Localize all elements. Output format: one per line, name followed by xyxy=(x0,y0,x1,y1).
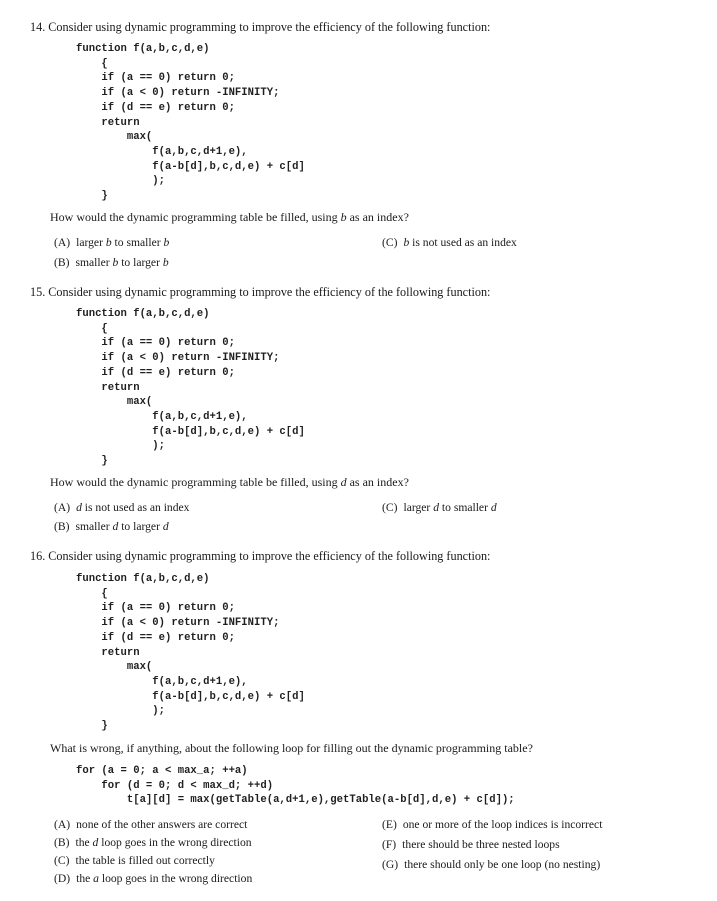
code-block: function f(a,b,c,d,e) { if (a == 0) return 0; if (a < 0) return -INFINITY; if (d == e) return 0; return max( f(a,b,c,d+1,e), f(a-b[d],b,c,d,e) + c[d] ); } xyxy=(76,43,305,203)
option-f[interactable]: (F) there should be three nested loops xyxy=(382,838,560,851)
option-g[interactable]: (G) there should only be one loop (no nesting) xyxy=(382,858,601,871)
code-block: function f(a,b,c,d,e) { if (a == 0) return 0; if (a < 0) return -INFINITY; if (d == e) return 0; return max( f(a,b,c,d+1,e), f(a-b[d],b,c,d,e) + c[d] ); } xyxy=(76,308,305,468)
question-title: 15. Consider using dynamic programming to improve the efficiency of the following function: xyxy=(30,285,491,299)
option-b[interactable]: (B) smaller b to larger b xyxy=(54,256,169,269)
option-e[interactable]: (E) one or more of the loop indices is incorrect xyxy=(382,818,603,831)
option-c[interactable]: (C) larger d to smaller d xyxy=(382,501,497,514)
question-title: 14. Consider using dynamic programming to improve the efficiency of the following function: xyxy=(30,20,491,34)
option-a[interactable]: (A) none of the other answers are correct xyxy=(54,818,248,831)
option-a[interactable]: (A) larger b to smaller b xyxy=(54,236,170,249)
option-d[interactable]: (D) the a loop goes in the wrong direction xyxy=(54,872,253,885)
question-title: 16. Consider using dynamic programming to improve the efficiency of the following function: xyxy=(30,549,491,563)
question-prompt: How would the dynamic programming table be filled, using b as an index? xyxy=(50,210,409,224)
option-c[interactable]: (C) the table is filled out correctly xyxy=(54,854,215,867)
question-prompt: How would the dynamic programming table be filled, using d as an index? xyxy=(50,475,409,489)
loop-code-block: for (a = 0; a < max_a; ++a) for (d = 0; d < max_d; ++d) t[a][d] = max(getTable(a,d+1,e),getTable(a-b[d],d,e) + c[d]); xyxy=(76,765,515,807)
option-b[interactable]: (B) the d loop goes in the wrong direction xyxy=(54,836,252,849)
option-b[interactable]: (B) smaller d to larger d xyxy=(54,520,169,533)
option-c[interactable]: (C) b is not used as an index xyxy=(382,236,517,249)
option-a[interactable]: (A) d is not used as an index xyxy=(54,501,190,514)
code-block: function f(a,b,c,d,e) { if (a == 0) return 0; if (a < 0) return -INFINITY; if (d == e) return 0; return max( f(a,b,c,d+1,e), f(a-b[d],b,c,d,e) + c[d] ); } xyxy=(76,573,305,733)
question-prompt: What is wrong, if anything, about the following loop for filling out the dynamic programming table? xyxy=(50,741,533,755)
